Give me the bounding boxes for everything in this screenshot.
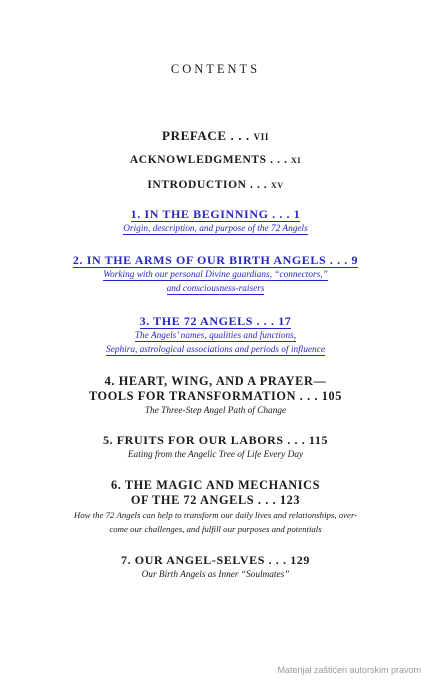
chapter-title-link[interactable]: 3. THE 72 ANGELS . . . 17 <box>139 314 292 328</box>
toc-chapter-4 <box>20 374 411 418</box>
toc-chapter-6 <box>20 478 411 536</box>
chapter-subtitle-link[interactable]: The Angels’ names, qualities and functions, <box>134 331 297 341</box>
chapter-title[interactable] <box>20 253 411 268</box>
chapter-title: 4. HEART, WING, AND A PRAYER— <box>104 374 327 388</box>
chapter-title: OF THE 72 ANGELS . . . 123 <box>130 493 301 507</box>
chapter-subtitle: Eating from the Angelic Tree of Life Every Day <box>127 450 304 460</box>
chapter-title-link[interactable]: 1. IN THE BEGINNING . . . 1 <box>130 207 301 221</box>
chapter-subtitle[interactable] <box>20 268 411 282</box>
chapter-subtitle[interactable] <box>20 222 411 236</box>
page-heading: CONTENTS <box>170 62 261 76</box>
chapter-title[interactable] <box>20 314 411 329</box>
chapter-subtitle: The Three-Step Angel Path of Change <box>144 406 287 416</box>
toc-chapter-2[interactable] <box>20 253 411 296</box>
chapter-title: 7. OUR ANGEL-SELVES . . . 129 <box>121 553 310 567</box>
chapter-subtitle: Our Birth Angels as Inner “Soulmates” <box>141 570 290 580</box>
toc-chapter-5 <box>20 433 411 462</box>
toc-chapter-7 <box>20 553 411 582</box>
chapter-subtitle: come our challenges, and fulfill our purposes and potentials <box>109 524 322 534</box>
chapter-subtitle[interactable] <box>20 343 411 357</box>
toc-chapter-1[interactable] <box>20 207 411 236</box>
chapter-title: 6. THE MAGIC AND MECHANICS <box>110 478 321 492</box>
chapter-subtitle-link[interactable]: Sephira, astrological associations and periods of influence <box>106 345 325 355</box>
chapter-title: 5. FRUITS FOR OUR LABORS . . . 115 <box>102 433 329 447</box>
toc-chapter-3[interactable] <box>20 314 411 357</box>
chapter-title[interactable] <box>20 207 411 222</box>
chapter-subtitle: How the 72 Angels can help to transform our daily lives and relationships, over- <box>73 510 358 520</box>
chapter-subtitle-link[interactable]: Working with our personal Divine guardians, “connectors,” <box>103 270 328 280</box>
chapter-title: TOOLS FOR TRANSFORMATION . . . 105 <box>88 389 343 403</box>
toc-preface: PREFACE . . . vii <box>162 128 269 143</box>
toc-acknowledgments: ACKNOWLEDGMENTS . . . xi <box>129 154 302 166</box>
toc-introduction: INTRODUCTION . . . xv <box>147 179 284 191</box>
chapter-subtitle-link[interactable]: and consciousness-raisers <box>166 284 265 294</box>
chapter-subtitle-link[interactable]: Origin, description, and purpose of the 72 Angels <box>123 224 308 234</box>
chapter-title-link[interactable]: 2. IN THE ARMS OF OUR BIRTH ANGELS . . . 9 <box>72 253 359 267</box>
chapter-subtitle[interactable] <box>20 282 411 296</box>
chapter-subtitle[interactable] <box>20 329 411 343</box>
copyright-watermark: Materijal zaštićen autorskim pravom <box>277 665 421 675</box>
